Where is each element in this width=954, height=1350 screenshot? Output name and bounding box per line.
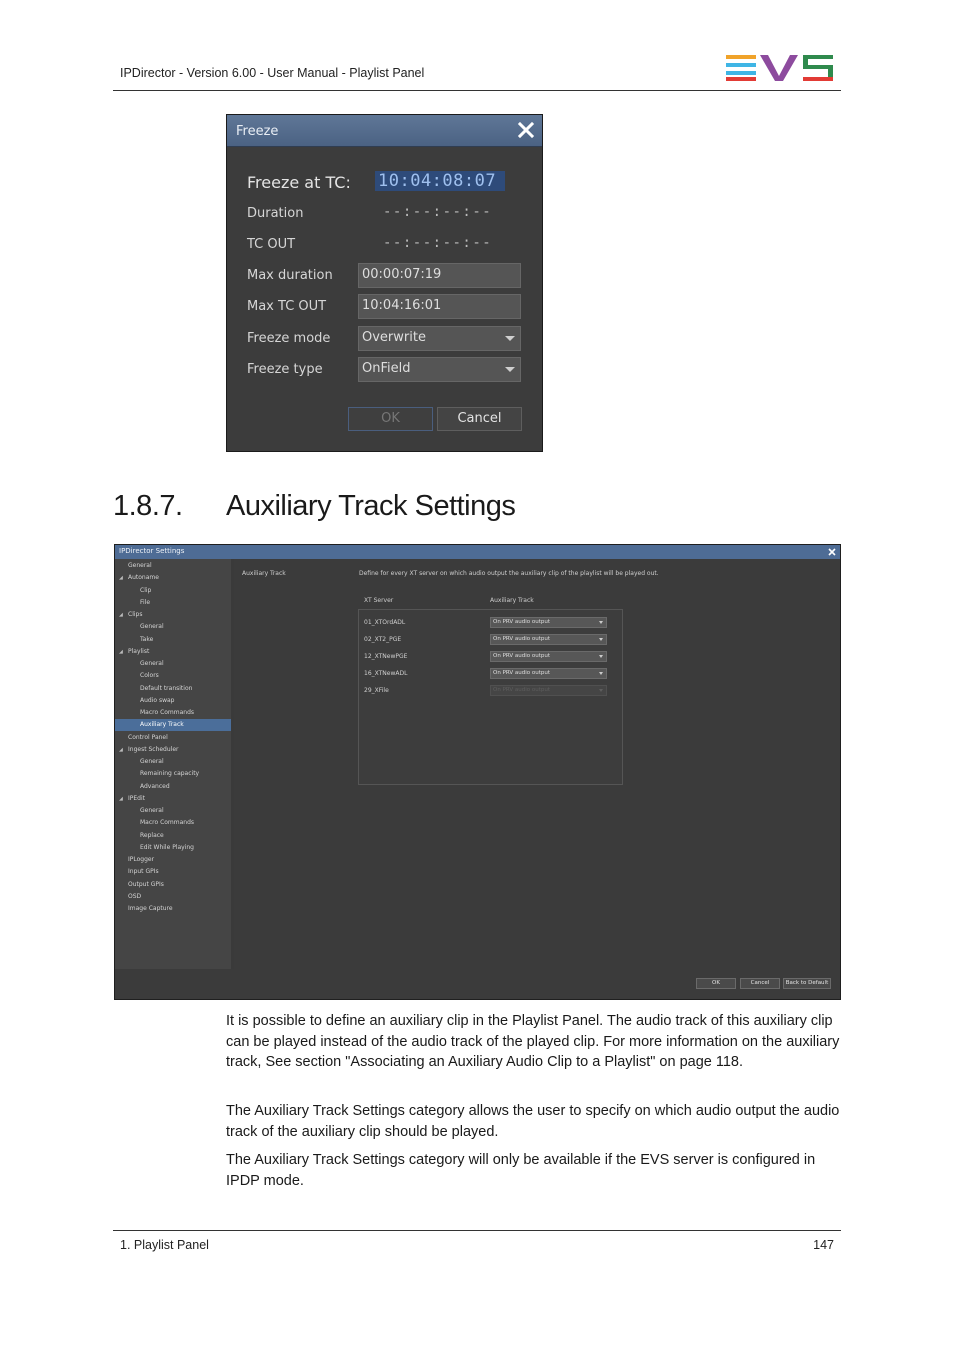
tree-item-ingest-scheduler[interactable] <box>115 744 231 756</box>
xt-server-name: 02_XT2_PGE <box>364 636 402 643</box>
tree-item-label: Take <box>140 635 154 643</box>
freeze-type-select[interactable] <box>358 357 521 382</box>
expander-icon[interactable]: ◢ <box>119 746 123 753</box>
auxiliary-track-value: On PRV audio output <box>493 619 551 625</box>
chevron-down-icon <box>505 367 515 372</box>
tc-out-label: TC OUT <box>247 237 296 252</box>
tree-item-general[interactable] <box>115 621 231 633</box>
page-header-title: IPDirector - Version 6.00 - User Manual - Playlist Panel <box>120 66 425 80</box>
tree-item-advanced[interactable] <box>115 781 231 793</box>
auxiliary-track-value: On PRV audio output <box>493 687 551 693</box>
settings-category-tree <box>115 559 234 969</box>
cancel-button[interactable]: Cancel <box>437 407 522 431</box>
tree-item-label: Audio swap <box>140 696 175 704</box>
max-tc-out-label: Max TC OUT <box>247 299 327 314</box>
chevron-down-icon <box>599 689 603 692</box>
paragraph-category-purpose: The Auxiliary Track Settings category allows the user to specify on which audio output the audio track of the auxiliary clip should be played. <box>226 1103 840 1140</box>
table-row <box>359 634 622 646</box>
evs-logo <box>726 54 834 82</box>
freeze-dialog <box>226 114 543 452</box>
back-to-default-button[interactable]: Back to Default <box>783 978 831 989</box>
section-number: 1.8.7. <box>113 490 183 522</box>
header-rule <box>113 90 841 91</box>
section-title: Auxiliary Track Settings <box>226 490 516 522</box>
footer-rule <box>113 1230 841 1231</box>
tree-item-label: Default transition <box>140 684 193 692</box>
tree-item-input-gpis[interactable] <box>115 866 231 878</box>
freeze-at-tc-field[interactable]: 10:04:08:07 <box>375 171 505 191</box>
close-icon[interactable] <box>827 547 837 557</box>
tree-item-label: Replace <box>140 831 164 839</box>
auxiliary-track-select[interactable] <box>490 634 607 645</box>
auxiliary-track-value: On PRV audio output <box>493 653 551 659</box>
chevron-down-icon <box>599 621 603 624</box>
table-row <box>359 651 622 663</box>
tree-item-macro-commands[interactable] <box>115 817 231 829</box>
tree-item-label: Macro Commands <box>140 819 195 827</box>
category-label: Auxiliary Track <box>242 570 286 577</box>
logo-bar-e4 <box>726 77 756 81</box>
max-duration-label: Max duration <box>247 268 333 283</box>
table-row <box>359 617 622 629</box>
tree-item-label: Auxiliary Track <box>140 721 184 729</box>
tree-item-macro-commands[interactable] <box>115 707 231 719</box>
max-duration-field: 00:00:07:19 <box>358 263 521 288</box>
duration-label: Duration <box>247 206 304 221</box>
table-row <box>359 668 622 680</box>
freeze-title-bar[interactable] <box>227 115 542 147</box>
xt-server-name: 29_XFile <box>364 687 389 694</box>
tree-item-label: General <box>140 660 164 667</box>
settings-dialog-title: IPDirector Settings <box>119 547 185 555</box>
freeze-type-value: OnField <box>362 361 411 376</box>
tree-item-label: Remaining capacity <box>140 770 200 778</box>
tree-item-label: IPEdit <box>128 794 146 802</box>
tree-scrollbar[interactable] <box>231 559 234 969</box>
xt-server-name: 16_XTNewADL <box>364 670 408 677</box>
max-tc-out-field: 10:04:16:01 <box>358 294 521 319</box>
tree-item-auxiliary-track[interactable] <box>115 719 231 731</box>
tree-item-remaining-capacity[interactable] <box>115 768 231 780</box>
tree-item-output-gpis[interactable] <box>115 879 231 891</box>
xt-server-list <box>358 609 623 785</box>
tree-item-label: General <box>128 562 152 569</box>
xt-server-name: 12_XTNewPGE <box>364 653 408 660</box>
auxiliary-track-select[interactable] <box>490 668 607 679</box>
column-header-auxiliary-track: Auxiliary Track <box>490 597 534 604</box>
auxiliary-track-select <box>490 685 607 696</box>
tree-item-image-capture[interactable] <box>115 903 231 915</box>
tree-item-label: OSD <box>128 892 142 900</box>
tree-item-label: Output GPIs <box>128 880 164 888</box>
auxiliary-track-value: On PRV audio output <box>493 636 551 642</box>
footer-chapter: 1. Playlist Panel <box>120 1238 209 1252</box>
duration-value[interactable]: --:--:--:-- <box>383 204 493 220</box>
expander-icon[interactable]: ◢ <box>119 795 123 802</box>
logo-bar-e2 <box>726 63 756 67</box>
auxiliary-track-value: On PRV audio output <box>493 670 551 676</box>
tree-item-osd[interactable] <box>115 891 231 903</box>
tree-item-label: IPLogger <box>128 856 155 863</box>
logo-v <box>760 55 798 81</box>
tc-out-value[interactable]: --:--:--:-- <box>383 235 493 251</box>
freeze-mode-label: Freeze mode <box>247 331 331 346</box>
chevron-down-icon <box>599 638 603 641</box>
tree-item-ipedit[interactable] <box>115 793 231 805</box>
tree-item-general[interactable] <box>115 805 231 817</box>
tree-item-label: General <box>140 623 164 631</box>
tree-item-label: General <box>140 758 164 765</box>
tree-item-take[interactable] <box>115 634 231 646</box>
tree-item-label: Edit While Playing <box>140 843 194 851</box>
tree-item-clips[interactable] <box>115 609 231 621</box>
tree-item-label: Image Capture <box>128 905 173 912</box>
expander-icon[interactable]: ◢ <box>119 575 123 582</box>
chevron-down-icon <box>599 655 603 658</box>
settings-cancel-button[interactable]: Cancel <box>740 978 780 989</box>
tree-item-label: Ingest Scheduler <box>128 745 179 753</box>
tree-item-replace[interactable] <box>115 830 231 842</box>
freeze-mode-select[interactable] <box>358 326 521 351</box>
paragraph-ipdp-mode: The Auxiliary Track Settings category will only be available if the EVS server is configured in IPDP mode. <box>226 1152 816 1189</box>
tree-item-label: Clip <box>140 586 152 594</box>
auxiliary-track-select[interactable] <box>490 617 607 628</box>
tree-item-default-transition[interactable] <box>115 683 231 695</box>
settings-dialog <box>114 544 841 1000</box>
tree-item-general[interactable] <box>115 560 231 572</box>
tree-item-control-panel[interactable] <box>115 732 231 744</box>
tree-item-audio-swap[interactable] <box>115 695 231 707</box>
freeze-dialog-title: Freeze <box>236 124 279 139</box>
freeze-at-tc-label: Freeze at TC: <box>247 173 351 192</box>
tree-item-general[interactable] <box>115 658 231 670</box>
tree-item-label: Playlist <box>128 647 150 655</box>
chevron-down-icon <box>505 336 515 341</box>
tree-item-playlist[interactable] <box>115 646 231 658</box>
auxiliary-track-select[interactable] <box>490 651 607 662</box>
tree-item-label: Control Panel <box>128 733 168 741</box>
settings-title-bar[interactable] <box>115 545 840 559</box>
close-icon[interactable] <box>516 120 536 140</box>
tree-item-clip[interactable] <box>115 585 231 597</box>
paragraph-auxiliary-clip: It is possible to define an auxiliary clip in the Playlist Panel. The audio track of this auxiliary clip can be played instead of the audio track of the played clip. For more information on the auxiliary track, See section "Associating an Auxiliary Audio Clip to a Playlist" on page 118. <box>226 1013 840 1070</box>
tree-item-general[interactable] <box>115 756 231 768</box>
expander-icon[interactable]: ◢ <box>119 648 123 655</box>
settings-ok-button[interactable]: OK <box>696 978 736 989</box>
logo-bar-e1 <box>726 55 756 59</box>
tree-item-label: Macro Commands <box>140 709 195 716</box>
freeze-mode-value: Overwrite <box>362 330 426 345</box>
table-row <box>359 685 622 697</box>
logo-bar-e3 <box>726 71 756 75</box>
freeze-type-label: Freeze type <box>247 362 323 377</box>
expander-icon[interactable]: ◢ <box>119 612 123 618</box>
tree-item-label: Colors <box>140 672 159 680</box>
tree-item-label: Clips <box>128 611 143 618</box>
tree-item-file[interactable] <box>115 597 231 609</box>
tree-item-label: File <box>140 598 151 606</box>
column-header-xt-server: XT Server <box>364 597 394 604</box>
category-description: Define for every XT server on which audio output the auxiliary clip of the playlist will be played out. <box>359 570 659 577</box>
chevron-down-icon <box>599 672 603 675</box>
tree-item-label: Autoname <box>128 574 159 582</box>
tree-item-label: General <box>140 807 164 814</box>
tree-item-colors[interactable] <box>115 670 231 682</box>
xt-server-name: 01_XTOrdADL <box>364 619 406 626</box>
tree-item-edit-while-playing[interactable] <box>115 842 231 854</box>
page-number: 147 <box>813 1238 834 1252</box>
tree-item-label: Advanced <box>140 782 170 790</box>
logo-s5 <box>803 77 833 81</box>
ok-button[interactable]: OK <box>348 407 433 431</box>
tree-item-label: Input GPIs <box>128 868 159 876</box>
tree-item-autoname[interactable] <box>115 572 231 584</box>
tree-item-iplogger[interactable] <box>115 854 231 866</box>
